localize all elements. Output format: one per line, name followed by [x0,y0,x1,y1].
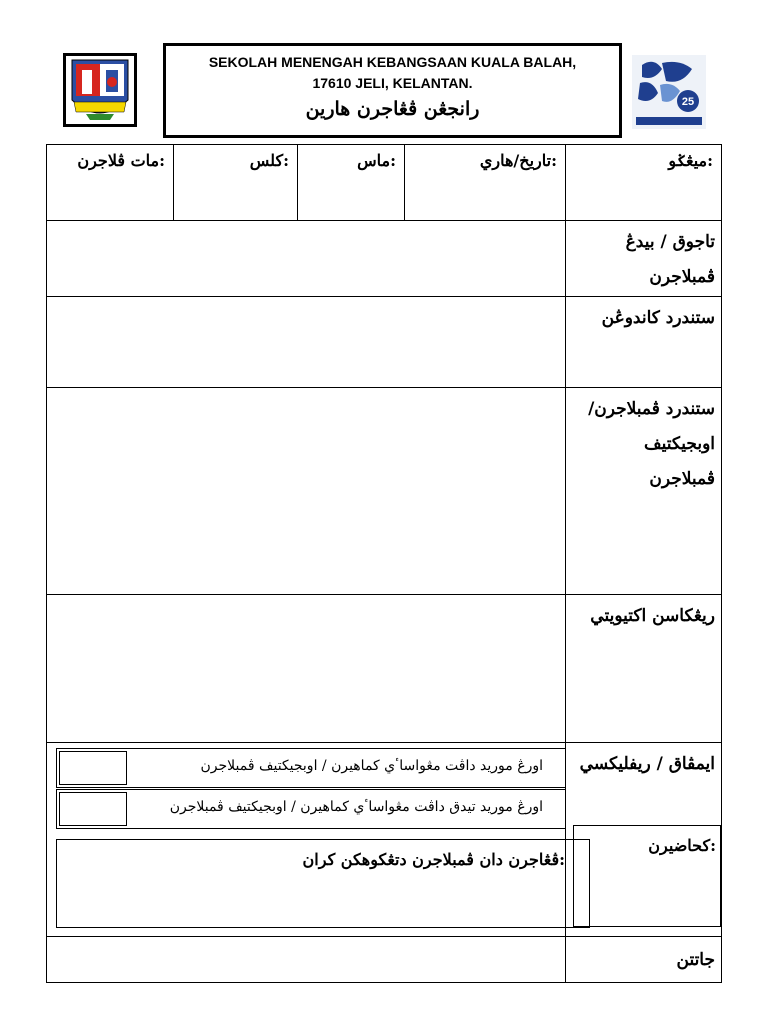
school-name-line1: SEKOLAH MENENGAH KEBANGSAAN KUALA BALAH, [208,54,577,70]
rangkaian-aktiviti-input[interactable] [47,595,566,743]
kehadiran-box[interactable] [573,825,721,927]
kehadiran-label: :كحاضيرن [648,836,716,855]
school-logo [63,53,137,127]
tarikh-hari-label: :تاريخ/هاري [479,151,557,170]
tajuk-label-cell [566,221,722,297]
tarikh-hari-cell[interactable] [405,145,566,221]
school-address: 17610 JELI, KELANTAN. [312,75,473,91]
mata-pelajaran-cell[interactable] [47,145,174,221]
catatan-label: جاتتن [566,937,722,983]
not-achieved-count-box[interactable] [59,792,127,826]
kelas-cell[interactable] [174,145,298,221]
school-name [166,52,619,94]
standard-kandungan-input[interactable] [47,297,566,388]
masa-cell[interactable] [298,145,405,221]
lesson-plan-table [46,144,722,983]
anniversary-logo [632,55,706,129]
mata-pelajaran-label: :مات ڤلاجرن [77,151,165,170]
follow-up-text: :ڤڠاجرن دان ڤمبلاجرن دتڠكوهكن كران [302,850,565,869]
reflection-achieved-row [56,748,566,788]
rangkaian-aktiviti-label: ريڠكاسن اكتيويتي [566,595,722,743]
standard-pembelajaran-label-cell [566,388,722,595]
standard-pembelajaran-label-line3: ڤمبلاجرن [649,469,715,489]
standard-pembelajaran-label-line2: اوبجيكتيف [643,434,715,454]
minggu-cell [566,145,722,221]
masa-label: :ماس [357,151,396,170]
minggu-label: :ميڠݢو [668,151,713,170]
kelas-label: :كلس [249,151,289,170]
tajuk-label-line1: تاجوق / بيدڠ [625,232,715,252]
tajuk-input[interactable] [47,221,566,297]
catatan-input[interactable] [47,937,566,983]
follow-up-box[interactable] [56,839,590,928]
achieved-count-box[interactable] [59,751,127,785]
anniversary-badge: 25 [681,96,695,108]
reflection-not-achieved-row [56,789,566,829]
impak-refleksi-label: ايمڤاق / ريفليكسي [579,754,715,774]
reflection-achieved-text: اورڠ موريد داڤت مڠواساٴي كماهيرن / اوبجيكتيف ڤمبلاجرن [200,758,543,774]
header-title-box [163,43,622,138]
impak-refleksi-cell [566,743,722,937]
refleksi-area [47,743,566,937]
standard-pembelajaran-input[interactable] [47,388,566,595]
tajuk-label-line2: ڤمبلاجرن [649,267,715,287]
reflection-not-achieved-text: اورڠ موريد تيدق داڤت مڠواساٴي كماهيرن / اوبجيكتيف ڤمبلاجرن [169,799,543,815]
standard-pembelajaran-label-line1: ستندرد ڤمبلاجرن/ [588,399,715,419]
form-title: رانجڠن ڤڠاجرن هارين [305,98,480,120]
standard-kandungan-label: ستندرد كاندوڠن [566,297,722,388]
